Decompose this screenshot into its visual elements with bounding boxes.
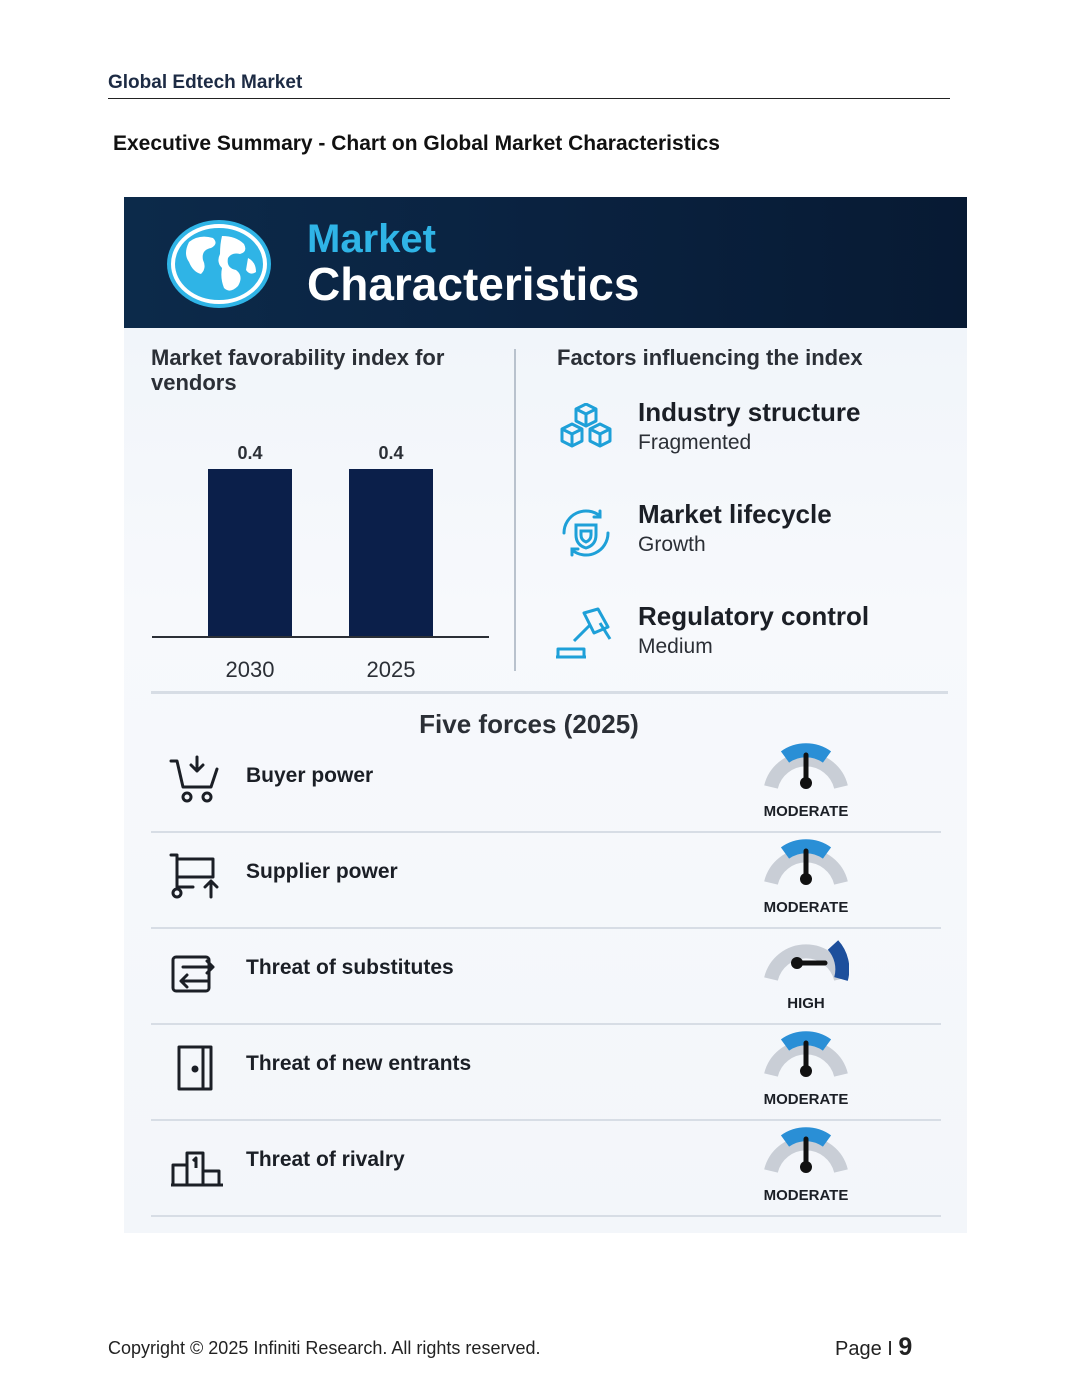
force-level: MODERATE [763,1091,849,1108]
factor-value: Medium [638,635,713,658]
factor-name: Regulatory control [638,601,870,631]
doc-title: Global Edtech Market [108,72,303,93]
lifecycle-icon [554,505,618,561]
podium-icon [169,1139,225,1189]
force-label: Threat of new entrants [246,1052,472,1075]
swap-icon [169,947,225,997]
bar-data-label: 0.4 [237,443,263,463]
globe-icon [164,218,274,310]
banner-title-line2: Characteristics [307,258,640,310]
bar-2025 [349,469,433,637]
force-threat-of-substitutes [151,927,941,1025]
force-level: MODERATE [763,1187,849,1204]
horizontal-divider [151,691,948,694]
section-title: Executive Summary - Chart on Global Market Characteristics [113,132,720,155]
force-threat-of-new-entrants [151,1023,941,1121]
force-label: Threat of substitutes [246,956,454,979]
copyright: Copyright © 2025 Infiniti Research. All rights reserved. [108,1338,541,1358]
page-label: Page I [835,1338,893,1360]
gauge-moderate [763,737,849,805]
force-label: Supplier power [246,860,398,883]
vertical-divider [514,349,516,671]
force-threat-of-rivalry [151,1119,941,1217]
factor-market-lifecycle [554,499,954,569]
page-indicator [835,1333,912,1362]
door-icon [169,1043,225,1093]
factor-name: Market lifecycle [638,499,832,529]
factor-industry-structure [554,397,954,467]
gauge-moderate [763,1025,849,1093]
force-label: Threat of rivalry [246,1148,405,1171]
force-label: Buyer power [246,764,374,787]
page-number: 9 [898,1333,913,1361]
gavel-icon [554,607,618,663]
bar-data-label: 0.4 [378,443,404,463]
force-buyer-power [151,735,941,833]
five-forces-title: Five forces (2025) [419,709,639,739]
banner [124,197,967,328]
cart-icon [169,755,225,805]
favorability-bar-chart [144,427,494,697]
factor-value: Fragmented [638,431,752,454]
gauge-moderate [763,833,849,901]
force-supplier-power [151,831,941,929]
gauge-high [763,929,849,997]
x-tick-label: 2030 [225,657,275,682]
market-characteristics-card [124,197,967,1233]
force-level: MODERATE [763,899,849,916]
factors-title: Factors influencing the index [557,345,863,370]
factor-value: Growth [638,533,706,556]
force-level: MODERATE [763,803,849,820]
cubes-icon [554,403,618,459]
cart-up-icon [169,851,225,901]
banner-title-line1: Market [307,217,436,261]
gauge-moderate [763,1121,849,1189]
factor-regulatory-control [554,601,954,671]
factor-name: Industry structure [638,397,861,427]
force-level: HIGH [787,995,825,1012]
bar-2030 [208,469,292,637]
doc-header [108,70,950,99]
favorability-title: Market favorability index for vendors [151,345,445,395]
x-tick-label: 2025 [366,657,416,682]
